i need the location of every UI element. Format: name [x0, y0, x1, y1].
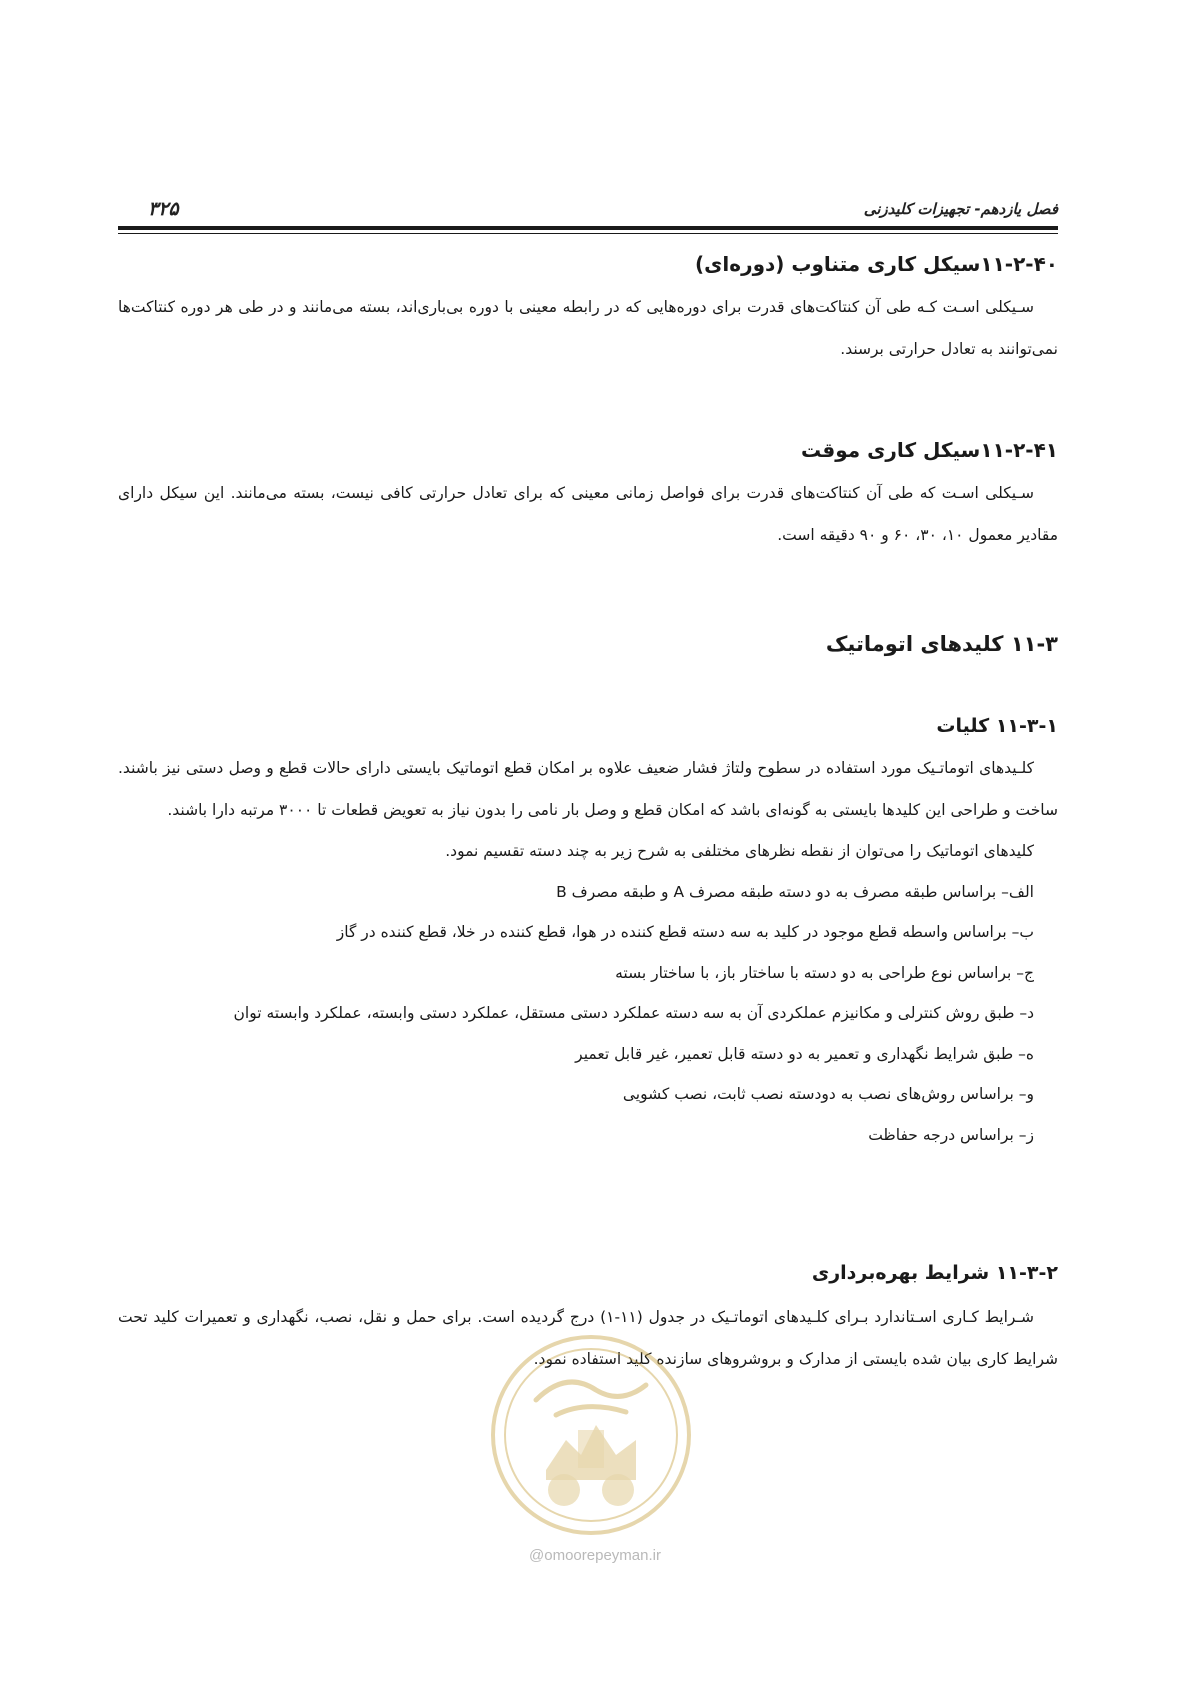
section-paragraph: شـرایط کـاری اسـتاندارد بـرای کلـیدهای اتوماتـیک در جدول (۱۱-۱) درج گردیده است. برای حمل و نقل، نصب، نگهداری و تعمیرات کلید تحت شرایط کاری بیان شده بایستی از مدارک و بروشروهای سازنده کلید استفاده نمود.: [118, 1308, 1058, 1368]
classification-list: [118, 831, 1058, 1155]
watermark-url: @omoorepeyman.ir: [529, 1547, 661, 1564]
section-paragraph: کلـیدهای اتوماتـیک مورد استفاده در سطوح ولتاژ فشار ضعیف علاوه بر امکان قطع اتوماتیک بایستی دارای حالات قطع و وصل دستی نیز باشند. ساخت و طراحی این کلیدها بایستی به گونه‌ای باشد که امکان قطع و وصل بار نامی را بدون نیاز به تعویض قطعات تا ۳۰۰۰ مرتبه دارا باشند.: [118, 759, 1058, 819]
section-paragraph: سـیکلی اسـت کـه طی آن کنتاکت‌های قدرت برای دوره‌هایی که در رابطه معینی با دوره بی‌باری‌اند، بسته می‌مانند و در طی هر دوره کنتاکت‌ها نمی‌توانند به تعادل حرارتی برسند.: [118, 298, 1058, 358]
section-11-3-1: [118, 715, 1058, 1155]
list-item: ز– براساس درجه حفاظت: [868, 1125, 1034, 1144]
chapter-section-heading: ۱۱-۳ کلیدهای اتوماتیک: [825, 632, 1058, 656]
running-header: [118, 198, 1058, 228]
list-item: و– براساس روش‌های نصب به دودسته نصب ثابت، نصب کشویی: [622, 1085, 1034, 1103]
list-item: ج– براساس نوع طراحی به دو دسته با ساختار باز، با ساختار بسته: [615, 963, 1034, 982]
chapter-title: فصل یازدهم- تجهیزات کلیدزنی: [863, 200, 1058, 218]
list-item: د– طبق روش کنترلی و مکانیزم عملکردی آن به سه دسته عملکرد دستی مستقل، عملکرد دستی وابسته، عملکرد وابسته توان: [233, 1004, 1034, 1022]
section-11-2-41: [118, 438, 1058, 556]
header-rule-thick: [118, 226, 1058, 230]
section-heading: ۱۱-۳-۱ کلیات: [936, 715, 1058, 737]
list-item: الف– براساس طبقه مصرف به دو دسته طبقه مصرف A و طبقه مصرف B: [556, 882, 1034, 901]
header-rule-thin: [118, 233, 1058, 234]
section-11-3: [118, 632, 1058, 656]
list-intro: کلیدهای اتوماتیک را می‌توان از نقطه نظرهای مختلفی به شرح زیر به چند دسته تقسیم نمود.: [445, 842, 1034, 860]
section-heading: ۱۱-۲-۴۰سیکل کاری متناوب (دوره‌ای): [694, 252, 1058, 276]
section-paragraph: سـیکلی اسـت که طی آن کنتاکت‌های قدرت برای فواصل زمانی معینی که برای تعادل حرارتی کافی نیست، بسته می‌مانند. این سیکل دارای مقادیر معمول ۱۰، ۳۰، ۶۰ و ۹۰ دقیقه است.: [118, 484, 1058, 544]
section-heading: ۱۱-۲-۴۱سیکل کاری موقت: [800, 438, 1058, 462]
watermark-logo: [486, 1330, 696, 1540]
list-item: ب– براساس واسطه قطع موجود در کلید به سه دسته قطع کننده در هوا، قطع کننده در خلا، قطع کننده در گاز: [336, 923, 1034, 941]
section-heading: ۱۱-۳-۲ شرایط بهره‌برداری: [811, 1262, 1058, 1284]
list-item: ه– طبق شرایط نگهداری و تعمیر به دو دسته قابل تعمیر، غیر قابل تعمیر: [575, 1044, 1034, 1063]
section-11-2-40: [118, 252, 1058, 370]
page-number: ۳۲۵: [148, 198, 179, 220]
